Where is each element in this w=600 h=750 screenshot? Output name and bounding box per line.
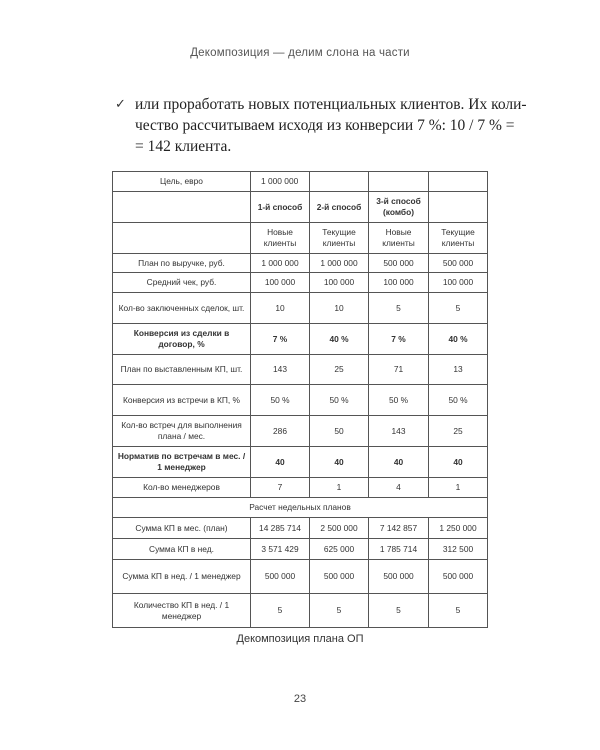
- cell-value: 5: [310, 594, 369, 628]
- table-row: [113, 539, 488, 560]
- cell-value: 7 %: [369, 324, 429, 355]
- cell-value: 50 %: [251, 385, 310, 416]
- section-title: Расчет недельных планов: [113, 498, 488, 518]
- cell-value: 1 785 714: [369, 539, 429, 560]
- cell-value: 50 %: [369, 385, 429, 416]
- cell-value: 5: [429, 594, 488, 628]
- table-row: [113, 293, 488, 324]
- cell-value: 1 000 000: [251, 254, 310, 273]
- cell-value: 50: [310, 416, 369, 447]
- empty-cell: [113, 223, 251, 254]
- cell-value: 286: [251, 416, 310, 447]
- running-title: Декомпозиция — делим слона на части: [190, 47, 410, 59]
- table-row: [113, 416, 488, 447]
- row-label: Средний чек, руб.: [113, 273, 251, 293]
- cell-value: 14 285 714: [251, 518, 310, 539]
- cell-value: 5: [429, 293, 488, 324]
- table-caption: Декомпозиция плана ОП: [236, 633, 364, 645]
- empty-cell: [429, 192, 488, 223]
- table-row: [113, 385, 488, 416]
- row-label: Количество КП в нед. / 1 менеджер: [113, 594, 251, 628]
- row-label: Сумма КП в мес. (план): [113, 518, 251, 539]
- cell-value: 25: [310, 355, 369, 385]
- cell-value: 10: [251, 293, 310, 324]
- client-type-row: [113, 223, 488, 254]
- cell-value: 13: [429, 355, 488, 385]
- cell-value: 500 000: [369, 560, 429, 594]
- cell-value: 1 000 000: [310, 254, 369, 273]
- paragraph-line: или проработать новых потенциальных клиентов. Их коли-: [135, 96, 527, 113]
- cell-value: 625 000: [310, 539, 369, 560]
- cell-value: 40: [310, 447, 369, 478]
- cell-value: 7 142 857: [369, 518, 429, 539]
- cell-value: 40 %: [310, 324, 369, 355]
- cell-value: 500 000: [251, 560, 310, 594]
- empty-cell: [113, 192, 251, 223]
- goal-label: Цель, евро: [113, 172, 251, 192]
- cell-value: 71: [369, 355, 429, 385]
- cell-value: 100 000: [310, 273, 369, 293]
- cell-value: 5: [369, 293, 429, 324]
- client-type: Новые клиенты: [369, 223, 429, 254]
- cell-value: 25: [429, 416, 488, 447]
- cell-value: 2 500 000: [310, 518, 369, 539]
- empty-cell: [369, 172, 429, 192]
- empty-cell: [429, 172, 488, 192]
- method-header: 2-й способ: [310, 192, 369, 223]
- cell-value: 500 000: [310, 560, 369, 594]
- goal-value: 1 000 000: [251, 172, 310, 192]
- row-label: Кол-во заключенных сделок, шт.: [113, 293, 251, 324]
- cell-value: 500 000: [429, 254, 488, 273]
- cell-value: 100 000: [251, 273, 310, 293]
- row-label: Сумма КП в нед. / 1 менеджер: [113, 560, 251, 594]
- methods-header-row: [113, 192, 488, 223]
- cell-value: 3 571 429: [251, 539, 310, 560]
- row-label: Сумма КП в нед.: [113, 539, 251, 560]
- cell-value: 100 000: [429, 273, 488, 293]
- row-label: Конверсия из сделки в договор, %: [113, 324, 251, 355]
- cell-value: 312 500: [429, 539, 488, 560]
- client-type: Текущие клиенты: [429, 223, 488, 254]
- empty-cell: [310, 172, 369, 192]
- cell-value: 40: [251, 447, 310, 478]
- method-header: 1-й способ: [251, 192, 310, 223]
- cell-value: 10: [310, 293, 369, 324]
- cell-value: 500 000: [429, 560, 488, 594]
- cell-value: 500 000: [369, 254, 429, 273]
- bullet-paragraph: [115, 94, 527, 157]
- row-label: Кол-во встреч для выполнения плана / мес.: [113, 416, 251, 447]
- cell-value: 143: [251, 355, 310, 385]
- table-row: [113, 518, 488, 539]
- cell-value: 1 250 000: [429, 518, 488, 539]
- client-type: Текущие клиенты: [310, 223, 369, 254]
- cell-value: 40: [429, 447, 488, 478]
- method-header: 3-й способ (комбо): [369, 192, 429, 223]
- row-label: План по выставленным КП, шт.: [113, 355, 251, 385]
- table-row: [113, 254, 488, 273]
- cell-value: 50 %: [310, 385, 369, 416]
- cell-value: 50 %: [429, 385, 488, 416]
- table-row: [113, 594, 488, 628]
- cell-value: 143: [369, 416, 429, 447]
- cell-value: 1: [310, 478, 369, 498]
- table-row: [113, 478, 488, 498]
- decomposition-table: [112, 171, 488, 628]
- row-label: Норматив по встречам в мес. / 1 менеджер: [113, 447, 251, 478]
- cell-value: 40: [369, 447, 429, 478]
- paragraph-line: = 142 клиента.: [135, 138, 232, 155]
- paragraph-line: чество рассчитываем исходя из конверсии 7 %: 10 / 7 % =: [135, 117, 515, 134]
- table-row: [113, 172, 488, 192]
- check-icon: ✓: [115, 97, 126, 112]
- cell-value: 7: [251, 478, 310, 498]
- row-label: Кол-во менеджеров: [113, 478, 251, 498]
- client-type: Новые клиенты: [251, 223, 310, 254]
- cell-value: 40 %: [429, 324, 488, 355]
- section-row: [113, 498, 488, 518]
- table-row: [113, 355, 488, 385]
- cell-value: 4: [369, 478, 429, 498]
- cell-value: 1: [429, 478, 488, 498]
- table-row: [113, 324, 488, 355]
- table-row: [113, 273, 488, 293]
- cell-value: 7 %: [251, 324, 310, 355]
- cell-value: 5: [251, 594, 310, 628]
- row-label: План по выручке, руб.: [113, 254, 251, 273]
- row-label: Конверсия из встречи в КП, %: [113, 385, 251, 416]
- page-number: 23: [293, 693, 307, 705]
- table-row: [113, 447, 488, 478]
- cell-value: 5: [369, 594, 429, 628]
- cell-value: 100 000: [369, 273, 429, 293]
- table-row: [113, 560, 488, 594]
